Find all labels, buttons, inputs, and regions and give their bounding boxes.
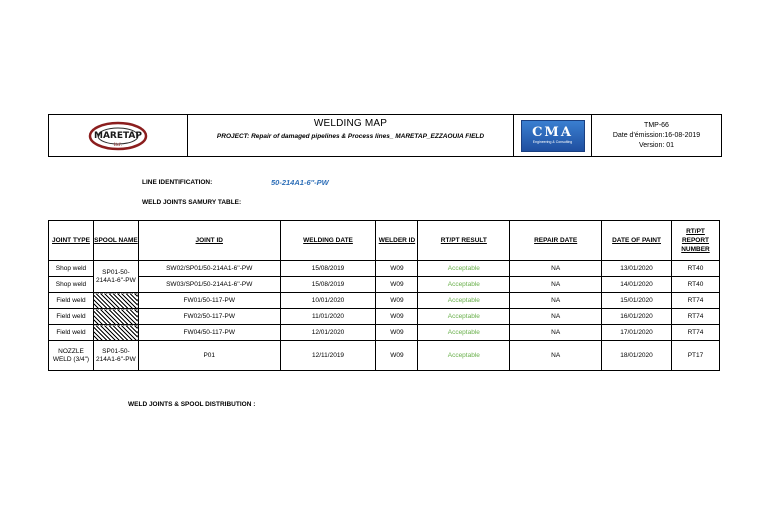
table-row [49,261,720,277]
column-header: WELDER ID [376,221,418,261]
page-title: WELDING MAP [313,118,388,129]
welder-id: W09 [376,325,418,341]
welding-date: 15/08/2019 [280,277,376,293]
report-number: RT74 [671,293,719,309]
column-header: RT/PT REPORT NUMBER [671,221,719,261]
summary-table-label: WELD JOINTS SAMURY TABLE: [142,199,242,206]
welding-date: 15/08/2019 [280,261,376,277]
date-of-paint: 18/01/2020 [602,341,672,371]
report-number: RT40 [671,261,719,277]
maretap-logo-text: MARETAP [93,130,143,141]
column-header: DATE OF PAINT [602,221,672,261]
repair-date: NA [510,261,602,277]
version: Version: 01 [638,141,675,149]
table-row [49,341,720,371]
joint-type: Shop weld [49,277,94,293]
maretap-logo [86,120,150,152]
joint-type: Field weld [49,325,94,341]
column-header: SPOOL NAME [93,221,138,261]
issue-date: Date d'émission:16-08-2019 [612,131,701,139]
joint-type: Shop weld [49,261,94,277]
report-number: RT74 [671,309,719,325]
spool-name: SP01-50-214A1-6''-PW [93,261,138,293]
rtpt-result: Acceptable [418,277,510,293]
table-row [49,325,720,341]
repair-date: NA [510,293,602,309]
table-header-row [49,221,720,261]
repair-date: NA [510,341,602,371]
spool-hatched-cell [93,325,138,341]
welder-id: W09 [376,261,418,277]
cma-logo [521,120,585,152]
report-number: RT74 [671,325,719,341]
column-header: REPAIR DATE [510,221,602,261]
welder-id: W09 [376,341,418,371]
maretap-logo-cell [49,115,188,156]
spool-name: SP01-50-214A1-6''-PW [93,341,138,371]
repair-date: NA [510,277,602,293]
doc-ref: TMP-66 [644,121,669,129]
document-meta [592,115,721,156]
joint-type: Field weld [49,309,94,325]
column-header: WELDING DATE [280,221,376,261]
date-of-paint: 17/01/2020 [602,325,672,341]
column-header: JOINT ID [138,221,280,261]
line-identification-value: 50-214A1-6''-PW [271,178,329,187]
date-of-paint: 14/01/2020 [602,277,672,293]
maretap-logo-sub: ltd. [113,141,123,148]
report-number: RT40 [671,277,719,293]
joint-id: FW01/50-117-PW [138,293,280,309]
rtpt-result: Acceptable [418,309,510,325]
cma-logo-cell [514,115,592,156]
joint-id: FW04/50-117-PW [138,325,280,341]
rtpt-result: Acceptable [418,341,510,371]
project-description: PROJECT: Repair of damaged pipelines & Process lines_ MARETAP_EZZAOUIA FIELD [216,133,485,140]
joint-id: SW02/SP01/50-214A1-6''-PW [138,261,280,277]
title-cell [188,115,514,156]
distribution-label: WELD JOINTS & SPOOL DISTRIBUTION : [128,401,256,408]
rtpt-result: Acceptable [418,293,510,309]
cma-logo-text: CMA [532,125,573,140]
weld-joints-table [48,220,720,371]
table-row [49,309,720,325]
table-row [49,277,720,293]
welder-id: W09 [376,293,418,309]
table-row [49,293,720,309]
welding-date: 12/11/2019 [280,341,376,371]
welder-id: W09 [376,309,418,325]
joint-id: SW03/SP01/50-214A1-6''-PW [138,277,280,293]
column-header: RT/PT RESULT [418,221,510,261]
repair-date: NA [510,325,602,341]
document-header [48,114,722,157]
rtpt-result: Acceptable [418,261,510,277]
spool-hatched-cell [93,293,138,309]
welding-date: 11/01/2020 [280,309,376,325]
date-of-paint: 16/01/2020 [602,309,672,325]
column-header: JOINT TYPE [49,221,94,261]
repair-date: NA [510,309,602,325]
joint-id: FW02/50-117-PW [138,309,280,325]
rtpt-result: Acceptable [418,325,510,341]
spool-hatched-cell [93,309,138,325]
date-of-paint: 15/01/2020 [602,293,672,309]
date-of-paint: 13/01/2020 [602,261,672,277]
joint-type: Field weld [49,293,94,309]
joint-id: P01 [138,341,280,371]
cma-logo-sub: Engineering & Consulting [532,140,573,144]
line-identification-label: LINE IDENTIFICATION: [142,179,213,186]
welding-date: 10/01/2020 [280,293,376,309]
welder-id: W09 [376,277,418,293]
report-number: PT17 [671,341,719,371]
joint-type: NOZZLE WELD (3/4") [49,341,94,371]
welding-date: 12/01/2020 [280,325,376,341]
